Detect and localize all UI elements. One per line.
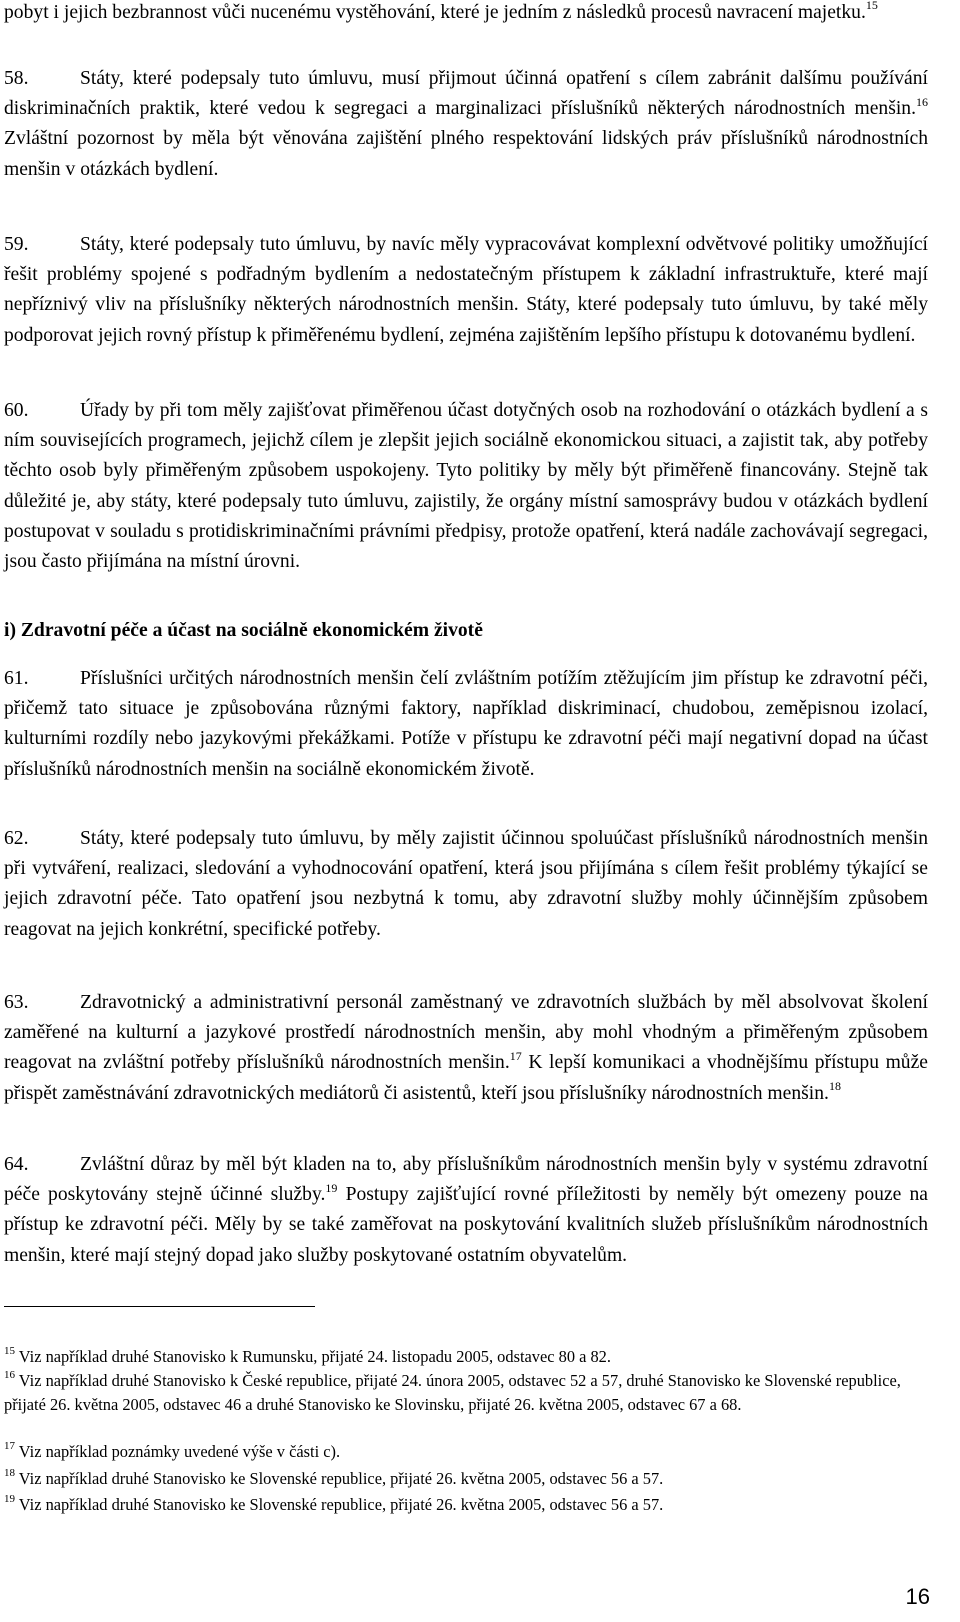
paragraph-text: Příslušníci určitých národnostních menšin čelí zvláštním potížím ztěžujícím jim přístup ke zdravotní péči, přičemž tato situace je způsobována různými faktory, například diskriminací, chudobou, zeměpisnou izolací, kulturními rozdíly nebo jazykovými překážkami. Potíže v přístupu ke zdravotní péči mají negativní dopad na účast příslušníků národnostních menšin na sociálně ekonomickém životě. <box>4 668 928 780</box>
paragraph-number: 59. <box>4 234 29 255</box>
footnote-16 <box>4 1369 924 1416</box>
footnote-15 <box>4 1345 924 1369</box>
footnote-number: 17 <box>4 1439 15 1452</box>
paragraph-61 <box>4 664 928 785</box>
paragraph-63 <box>4 988 928 1109</box>
footnote-ref-15[interactable]: 15 <box>865 0 878 13</box>
paragraph-number: 58. <box>4 68 29 89</box>
paragraph-text: Státy, které podepsaly tuto úmluvu, by měly zajistit účinnou spoluúčast příslušníků národnostních menšin při vytváření, realizaci, sledování a vyhodnocování opatření, která jsou přijímána s cílem řešit problémy týkající se jejich zdravotní péče. Tato opatření jsou nezbytná k tomu, aby zdravotní služby mohly účinnějším způsobem reagovat na jejich konkrétní, specifické potřeby. <box>4 828 928 940</box>
section-heading: i) Zdravotní péče a účast na sociálně ekonomickém životě <box>4 620 483 641</box>
footnote-ref-17[interactable]: 17 <box>509 1048 522 1063</box>
paragraph-58 <box>4 64 928 185</box>
paragraph-number: 62. <box>4 828 29 849</box>
paragraph-64 <box>4 1150 928 1271</box>
footnote-text: Viz například poznámky uvedené výše v části c). <box>15 1442 341 1461</box>
footnote-ref-16[interactable]: 16 <box>916 94 928 109</box>
paragraph-text: Zdravotnický a administrativní personál zaměstnaný ve zdravotních službách by měl absolvovat školení zaměřené na kulturní a jazykové prostředí národnostních menšin, aby mohl vhodným a přiměřeným způsobem reagovat na zvláštní potřeby příslušníků národnostních menšin. <box>4 992 928 1074</box>
footnote-17 <box>4 1440 924 1464</box>
paragraph-continued <box>4 0 928 28</box>
footnote-ref-18[interactable]: 18 <box>828 1079 841 1094</box>
footnote-separator <box>4 1306 315 1307</box>
paragraph-text: K lepší komunikaci a vhodnějšímu přístupu může přispět zaměstnávání zdravotnických mediátorů či asistentů, kteří jsou příslušníky národnostních menšin. <box>4 1052 928 1104</box>
footnote-number: 15 <box>4 1344 15 1357</box>
footnote-ref-19[interactable]: 19 <box>325 1180 338 1195</box>
footnote-number: 16 <box>4 1368 15 1381</box>
footnote-text: Viz například druhé Stanovisko k Rumunsku, přijaté 24. listopadu 2005, odstavec 80 a 82. <box>15 1347 611 1366</box>
footnote-text: Viz například druhé Stanovisko k České republice, přijaté 24. února 2005, odstavec 52 a 57, druhé Stanovisko ke Slovenské republice, přijaté 26. května 2005, odstavec 46 a druhé Stanovisko ke Slovinsku, přijaté 26. května 2005, odstavec 67 a 68. <box>4 1371 901 1414</box>
paragraph-text: Zvláštní důraz by měl být kladen na to, aby příslušníkům národnostních menšin byly v systému zdravotní péče poskytovány stejně účinné služby. <box>4 1154 928 1206</box>
footnote-text: Viz například druhé Stanovisko ke Slovenské republice, přijaté 26. května 2005, odstavec 56 a 57. <box>15 1495 664 1514</box>
paragraph-62 <box>4 824 928 945</box>
paragraph-text: Postupy zajišťující rovné příležitosti by neměly být omezeny pouze na přístup ke zdravotní péči. Měly by se také zaměřovat na poskytování kvalitních služeb příslušníkům národnostních menšin, které mají stejný dopad jako služby poskytované ostatním obyvatelům. <box>4 1184 929 1266</box>
footnote-text: Viz například druhé Stanovisko ke Slovenské republice, přijaté 26. května 2005, odstavec 56 a 57. <box>15 1469 664 1488</box>
paragraph-59 <box>4 230 928 351</box>
paragraph-text: Zvláštní pozornost by měla být věnována zajištění plného respektování lidských práv příslušníků národnostních menšin v otázkách bydlení. <box>4 128 928 180</box>
paragraph-60 <box>4 396 928 577</box>
page-number: 16 <box>905 1584 930 1609</box>
footnote-number: 19 <box>4 1492 15 1505</box>
footnote-18 <box>4 1467 924 1491</box>
paragraph-number: 61. <box>4 668 29 689</box>
footnote-19 <box>4 1493 924 1517</box>
footnote-number: 18 <box>4 1466 15 1479</box>
paragraph-number: 63. <box>4 992 29 1013</box>
paragraph-number: 64. <box>4 1154 29 1175</box>
paragraph-text: Státy, které podepsaly tuto úmluvu, musí přijmout účinná opatření s cílem zabránit dalšímu používání diskriminačních praktik, které vedou k segregaci a marginalizaci příslušníků některých národnostních menšin. <box>4 68 928 120</box>
paragraph-text: Státy, které podepsaly tuto úmluvu, by navíc měly vypracovávat komplexní odvětvové politiky umožňující řešit problémy spojené s podřadným bydlením a nedostatečným přístupem k základní infrastruktuře, které mají nepříznivý vliv na příslušníky některých národnostních menšin. Státy, které podepsaly tuto úmluvu, by také měly podporovat jejich rovný přístup k přiměřenému bydlení, zejména zajištěním lepšího přístupu k dotovanému bydlení. <box>4 234 928 346</box>
paragraph-text: pobyt i jejich bezbrannost vůči nucenému vystěhování, které je jedním z následků procesů navracení majetku. <box>4 2 866 23</box>
paragraph-text: Úřady by při tom měly zajišťovat přiměřenou účast dotyčných osob na rozhodování o otázkách bydlení a s ním souvisejících programech, jejichž cílem je zlepšit jejich sociálně ekonomickou situaci, a zajistit tak, aby potřeby těchto osob byly přiměřeným způsobem uspokojeny. Tyto politiky by měly být přiměřeně financovány. Stejně tak důležité je, aby státy, které podepsaly tuto úmluvu, zajistily, že orgány místní samosprávy budou v otázkách bydlení postupovat v souladu s protidiskriminačními právními předpisy, protože opatření, která nadále zachovávají segregaci, jsou často přijímána na místní úrovni. <box>4 400 928 573</box>
paragraph-number: 60. <box>4 400 29 421</box>
